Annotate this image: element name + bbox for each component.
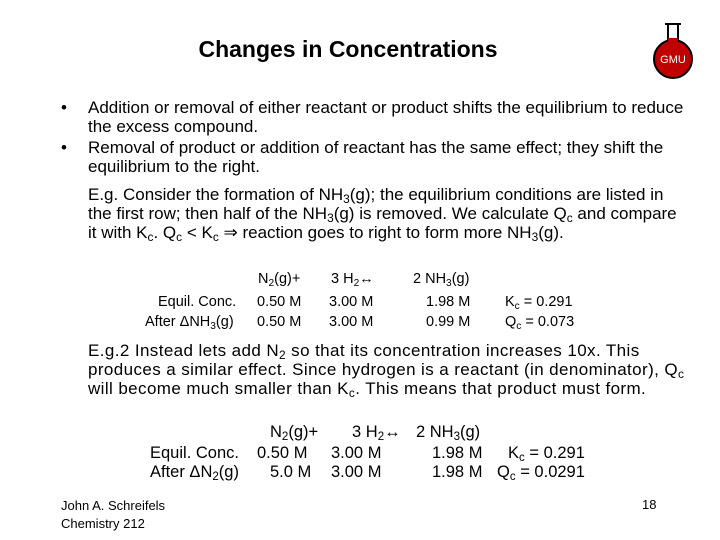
footer	[61, 497, 165, 533]
bullet-2: Removal of product or addition of reactant has the same effect; they shift the equilibrium to the right.	[88, 138, 664, 176]
example2-text: E.g.2 Instead lets add $N_2$ so that its concentration increases 10x. This produces a similar effect. Since hydrogen is a reactant (in denominator), $Q_c$ will become much smaller than $K_c$. This means that product must form.	[88, 341, 685, 400]
cell-value: 0.99 M	[426, 314, 471, 330]
row-label: Equil. Conc.	[150, 444, 239, 462]
cell-value: $K_c = 0.291$	[508, 444, 585, 464]
header-h2: 3 $H_2\leftrightarrow$	[352, 423, 401, 443]
example1-text: E.g. Consider the formation of $NH_3(g)$; the equilibrium conditions are listed in the first row; then half of the $NH_3(g)$ is removed. We calculate $Q_c$ and compare it with $K_c$. $Q_c < K_c$ ⇒ reaction goes to right to form more $NH_3(g)$.	[88, 185, 677, 244]
cell-value: 3.00 M	[331, 444, 382, 462]
cell-value: 3.00 M	[329, 294, 374, 310]
header-nh3: 2 $NH_3(g)$	[413, 271, 470, 289]
cell-value: 0.50 M	[257, 444, 308, 462]
cell-value: 1.98 M	[432, 444, 483, 462]
header-n2: $N_2(g)+$	[258, 271, 301, 289]
footer-author: John A. Schreifels	[61, 498, 166, 513]
cell-value: 5.0 M	[270, 463, 312, 481]
row-label: After $\Delta N_2(g)$	[150, 463, 239, 483]
gmu-flask-logo	[648, 22, 698, 80]
bullet-icon: •	[61, 138, 67, 157]
cell-value: 0.50 M	[257, 314, 302, 330]
cell-value: 1.98 M	[426, 294, 471, 310]
slide-title: Changes in Concentrations	[198, 36, 498, 62]
cell-value: $Q_c = 0.0291$	[497, 463, 585, 483]
page-number: 18	[642, 497, 657, 512]
cell-value: 3.00 M	[329, 314, 374, 330]
logo-text: GMU	[660, 54, 686, 66]
row-label: Equil. Conc.	[158, 294, 237, 310]
header-n2: $N_2(g)+$	[270, 423, 319, 443]
row-label: After $\Delta NH_3(g)$	[145, 314, 234, 332]
footer-course: Chemistry 212	[61, 516, 145, 531]
cell-value: 0.50 M	[257, 294, 302, 310]
header-h2: 3 $H_2\leftrightarrow$	[331, 271, 374, 289]
cell-value: $K_c = 0.291$	[505, 294, 573, 312]
header-nh3: 2 $NH_3(g)$	[416, 423, 481, 443]
cell-value: 1.98 M	[432, 463, 483, 481]
cell-value: $Q_c = 0.073$	[505, 314, 575, 332]
cell-value: 3.00 M	[331, 463, 382, 481]
bullet-1: Addition or removal of either reactant or product shifts the equilibrium to reduce the excess compound.	[88, 98, 684, 136]
bullet-icon: •	[61, 98, 67, 117]
